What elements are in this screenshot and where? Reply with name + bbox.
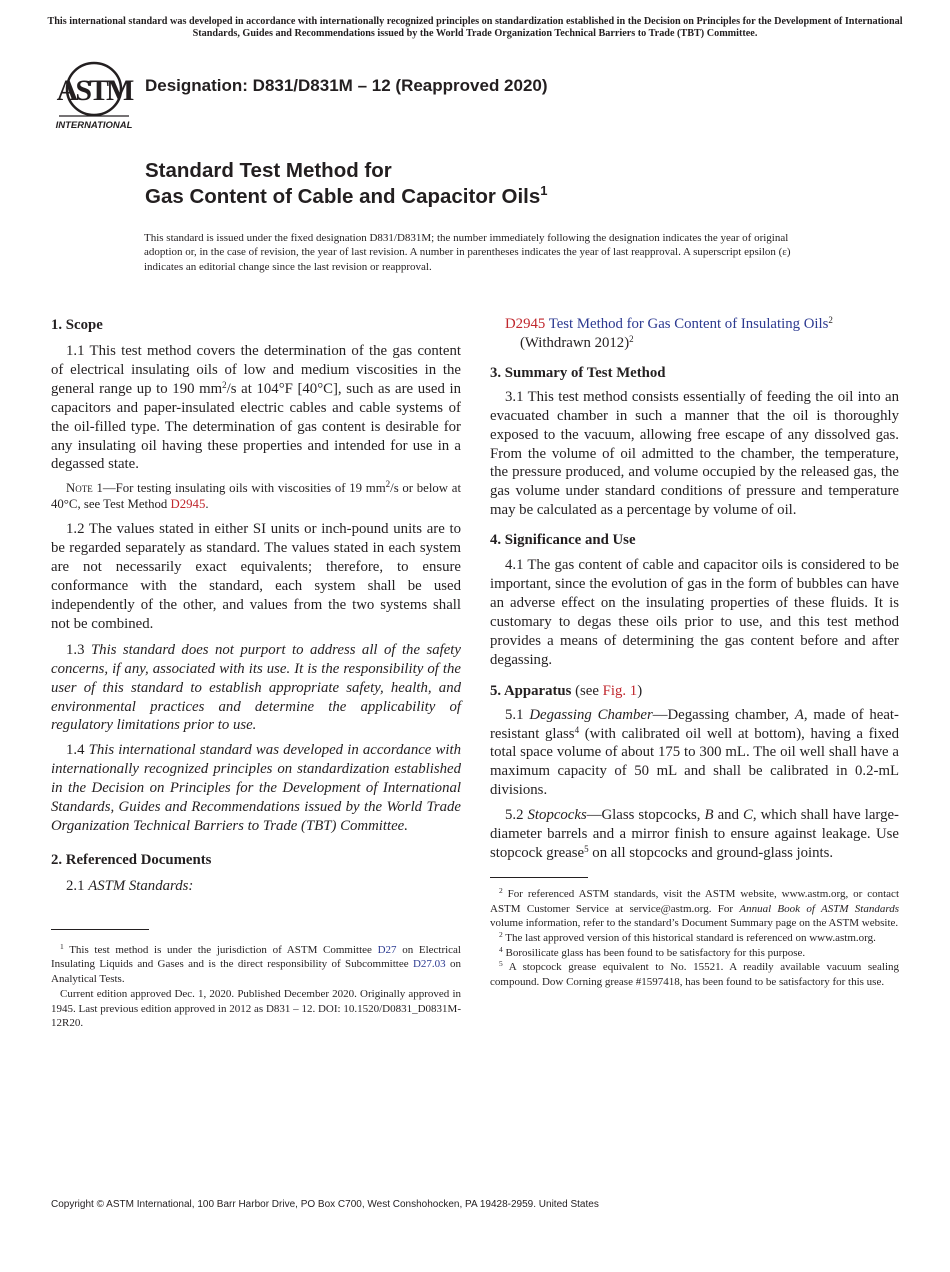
- para-1-2: 1.2 The values stated in either SI units or inch-pound units are to be regarded separately as standard. The values stated in each system are not necessarily exact equivalents; therefore, to ensure conformance with the standard, each system shall be used independently of the other, and values from the two systems shall not be combined.: [51, 521, 461, 632]
- para-5-2: 5.2 Stopcocks—Glass stopcocks, B and C, which shall have large-diameter barrels and a mirror finish to ensure against leakage. Use stopcock grease$^5$ on all stopcocks and ground-glass joints.: [490, 807, 899, 861]
- d2945-link[interactable]: D2945: [170, 496, 206, 511]
- para-5-1: 5.1 Degassing Chamber—Degassing chamber, A, made of heat-resistant glass$^4$ (with calibrated oil well at bottom), having a fixed total space volume of about 175 to 300 mL. The oil well shall have a maximum capacity of 50 mL and shall be calibrated in 0.2-mL divisions.: [490, 706, 899, 799]
- ref-withdrawn: (Withdrawn 2012)$^2$: [520, 333, 634, 351]
- footnote-1: $^1$ This test method is under the jurisdiction of ASTM Committee D27 on Electrical Insulating Liquids and Gases and is the direct responsibility of Subcommittee D27.03 on Analytical Tests.: [51, 941, 461, 986]
- d2945-ref-link[interactable]: D2945: [505, 316, 546, 332]
- para-1-1: 1.1 This test method covers the determination of the gas content of electrical insulating oils of low and medium viscosities in the general range up to 190 $mm^2/s$ at 104°F [40°C], such as are used in capacitors and paper-insulated electric cables and cable systems of the oil-filled type. The determination of gas content is desirable for any insulating oil having these properties and intended for use in a degassed state.: [51, 343, 461, 473]
- footnote-4: $^4$ Borosilicate glass has been found to be satisfactory for this purpose.: [499, 944, 806, 959]
- astm-logo: [53, 56, 135, 134]
- title-line-1: Standard Test Method for: [145, 159, 392, 182]
- logo-text: INTERNATIONAL: [55, 120, 133, 131]
- footnote-rule-right: [490, 877, 588, 878]
- section-4-heading: 4. Significance and Use: [490, 532, 636, 549]
- footnote-5: $^5$ A stopcock grease equivalent to No. 15521. A readily available vacuum sealing compound. Dow Corning grease #1597418, has been found to be satisfactory for this use.: [490, 959, 899, 989]
- footnote-1-edition: Current edition approved Dec. 1, 2020. Published December 2020. Originally approved in 1945. Last previous edition approved in 2012 as D831 – 12. DOI: 10.1520/D0831_D0831M-12R20.: [51, 987, 461, 1030]
- para-1-4: 1.4 This international standard was developed in accordance with internationally recognized principles on standardization established in the Decision on Principles for the Development of International Standards, Guides and Recommendations issued by the World Trade Organization Technical Barriers to Trade (TBT) Committee.: [51, 742, 461, 834]
- d27-03-link[interactable]: D27.03: [412, 958, 446, 971]
- ref-d2945: D2945 Test Method for Gas Content of Insulating Oils$^2$: [505, 315, 833, 332]
- tbt-notice: This international standard was developed in accordance with internationally recognized principles on standardization established in the Decision on Principles for the Development of International Standards, Guides and Recommendations issued by the World Trade Organization Technical Barriers to Trade (TBT) Committee.: [47, 16, 903, 39]
- section-1-heading: 1. Scope: [51, 317, 103, 333]
- section-3-heading: 3. Summary of Test Method: [490, 364, 666, 381]
- footnote-3: $^2$ The last approved version of this historical standard is referenced on www.astm.org.: [499, 929, 876, 944]
- note-1: Note 1—For testing insulating oils with viscosities of 19 $mm^2/s$ or below at 40°C, see Test Method D2945.: [51, 479, 461, 511]
- left-column: [51, 315, 461, 1031]
- para-4-1: 4.1 The gas content of cable and capacitor oils is considered to be important, since the evolution of gas in the form of bubbles can have an adverse effect on the insulating properties of these fluids. It is customary to degas these oils prior to use, and this test method provides a means of determining the gas content before and after degassing.: [490, 557, 899, 668]
- footnote-2: $^2$ For referenced ASTM standards, visit the ASTM website, www.astm.org, or contact ASTM Customer Service at service@astm.org. For Annual Book of ASTM Standards volume information, refer to the standard’s Document Summary page on the ASTM website.: [490, 885, 899, 930]
- page-title: [145, 158, 548, 210]
- issuance-statement: This standard is issued under the fixed designation D831/D831M; the number immediately following the designation indicates the year of original adoption or, in the case of revision, the year of last revision. A number in parentheses indicates the year of last reapproval. A superscript epsilon (ε) indicates an editorial change since the last revision or reapproval.: [144, 232, 791, 273]
- section-2-heading: 2. Referenced Documents: [51, 851, 212, 868]
- title-line-2: Gas Content of Cable and Capacitor Oils$^1$: [145, 183, 548, 208]
- d2945-title-link[interactable]: Test Method for Gas Content of Insulating Oils: [548, 316, 829, 332]
- copyright-footer: Copyright © ASTM International, 100 Barr Harbor Drive, PO Box C700, West Conshohocken, PA 19428-2959. United States: [51, 1199, 599, 1210]
- right-column: [490, 315, 899, 990]
- para-3-1: 3.1 This test method consists essentially of feeding the oil into an evacuated chamber in such a manner that the oil is thoroughly exposed to the vacuum, allowing free escape of any dissolved gas. From the volume of oil admitted to the chamber, the temperature, the pressure produced, and volume occupied by the released gas, the gas volume under standard conditions of pressure and temperature may be calculated as a percentage by volume of oil.: [490, 388, 899, 519]
- d27-link[interactable]: D27: [377, 943, 397, 956]
- svg-text:ASTM: ASTM: [56, 74, 132, 107]
- fig-1-link[interactable]: Fig. 1: [602, 682, 638, 699]
- para-2-1: 2.1 ASTM Standards:: [66, 877, 194, 894]
- section-5-heading: 5. Apparatus (see Fig. 1): [490, 682, 643, 699]
- footnote-rule: [51, 929, 149, 930]
- designation: Designation: D831/D831M – 12 (Reapproved 2020): [145, 76, 548, 95]
- para-1-3: 1.3 This standard does not purport to address all of the safety concerns, if any, associated with its use. It is the responsibility of the user of this standard to establish appropriate safety, health, and environmental practices and determine the applicability of regulatory limitations prior to use.: [51, 641, 461, 734]
